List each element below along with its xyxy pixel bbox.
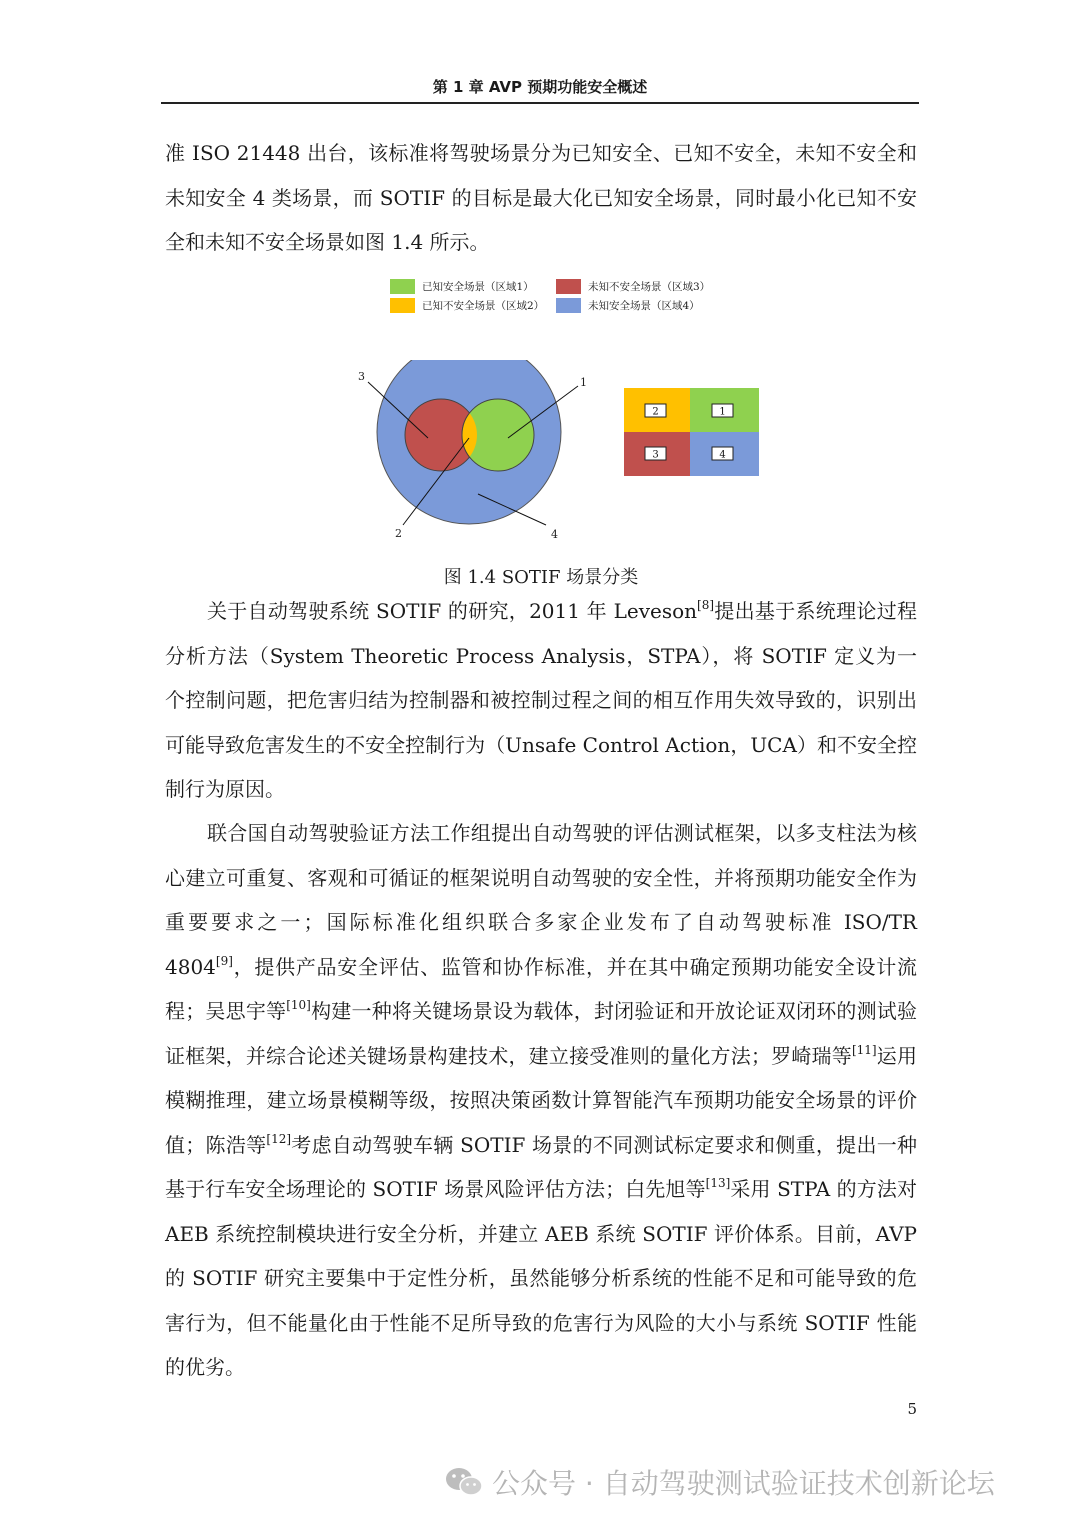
legend-label: 未知安全场景（区域4） <box>588 300 700 312</box>
venn-label-1: 1 <box>580 376 587 389</box>
legend-swatch <box>390 279 415 294</box>
venn-label-3: 3 <box>358 370 365 383</box>
venn-label-2: 2 <box>395 527 402 540</box>
paragraph-intro: 准 ISO 21448 出台，该标准将驾驶场景分为已知安全、已知不安全，未知不安全和未知安全 4 类场景，而 SOTIF 的目标是最大化已知安全场景，同时最小化已知不安全和未知不安全场景如图 1.4 所示。 <box>165 141 917 254</box>
legend-label: 未知不安全场景（区域3） <box>588 281 711 293</box>
grid-label-2: 2 <box>652 406 659 418</box>
wechat-icon <box>444 1466 484 1498</box>
legend-label: 已知不安全场景（区域2） <box>422 300 545 312</box>
legend-swatch <box>556 279 581 294</box>
citation: [12] <box>266 1131 292 1146</box>
grid-label-1: 1 <box>719 406 726 418</box>
page-number: 5 <box>907 1400 917 1418</box>
legend-label: 已知安全场景（区域1） <box>422 281 534 293</box>
sotif-venn-figure <box>340 360 780 550</box>
citation: [11] <box>851 1042 877 1057</box>
watermark <box>444 1462 995 1502</box>
citation: [8] <box>697 598 715 612</box>
citation: [9] <box>215 953 233 968</box>
grid-label-3: 3 <box>652 449 659 461</box>
grid-label-4: 4 <box>719 449 726 461</box>
running-header: 第 1 章 AVP 预期功能安全概述 <box>161 76 919 104</box>
legend-item-known-unsafe <box>390 298 544 313</box>
legend-swatch <box>390 298 415 313</box>
legend-swatch <box>556 298 581 313</box>
legend-item-known-safe <box>390 279 534 294</box>
watermark-text: 公众号 · 自动驾驶测试验证技术创新论坛 <box>492 1467 995 1500</box>
citation: [10] <box>286 998 311 1012</box>
legend-item-unknown-safe <box>556 298 700 313</box>
paragraph-research-survey: 联合国自动驾驶验证方法工作组提出自动驾驶的评估测试框架，以多支柱法为核心建立可重复、客观和可循证的框架说明自动驾驶的安全性，并将预期功能安全作为重要要求之一；国际标准化组织联合多家企业发布了自动驾驶标准 ISO/TR 4804[9]，提供产品安全评估、监管和协作标准，并在其中确定预期功能安全设计流程；吴思宇等[10]构建一种将关键场景设为载体，封闭验证和开放论证双闭环的测试验证框架，并综合论述关键场景构建技术，建立接受准则的量化方法；罗崎瑞等[11]运用模糊推理，建立场景模糊等级，按照决策函数计算智能汽车预期功能安全场景的评价值；陈浩等[12]考虑自动驾驶车辆 SOTIF 场景的不同测试标定要求和侧重，提出一种基于行车安全场理论的 SOTIF 场景风险评估方法；白先旭等[13]采用 STPA 的方法对 AEB 系统控制模块进行安全分析，并建立 AEB 系统 SOTIF 评价体系。目前，AVP 的 SOTIF 研究主要集中于定性分析，虽然能够分析系统的性能不足和可能导致的危害行为，但不能量化由于性能不足所导致的危害行为风险的大小与系统 SOTIF 性能的优劣。 <box>165 821 918 1379</box>
citation: [13] <box>705 1176 731 1190</box>
venn-label-4: 4 <box>551 528 558 541</box>
figure-caption: 图 1.4 SOTIF 场景分类 <box>443 567 639 588</box>
paragraph-leveson: 关于自动驾驶系统 SOTIF 的研究，2011 年 Leveson[8]提出基于系统理论过程分析方法（System Theoretic Process Analysis，STPA），将 SOTIF 定义为一个控制问题，把危害归结为控制器和被控制过程之间的相互作用失效导致的，识别出可能导致危害发生的不安全控制行为（Unsafe Control Action，UCA）和不安全控制行为原因。 <box>165 598 917 801</box>
legend-item-unknown-unsafe <box>556 279 710 294</box>
